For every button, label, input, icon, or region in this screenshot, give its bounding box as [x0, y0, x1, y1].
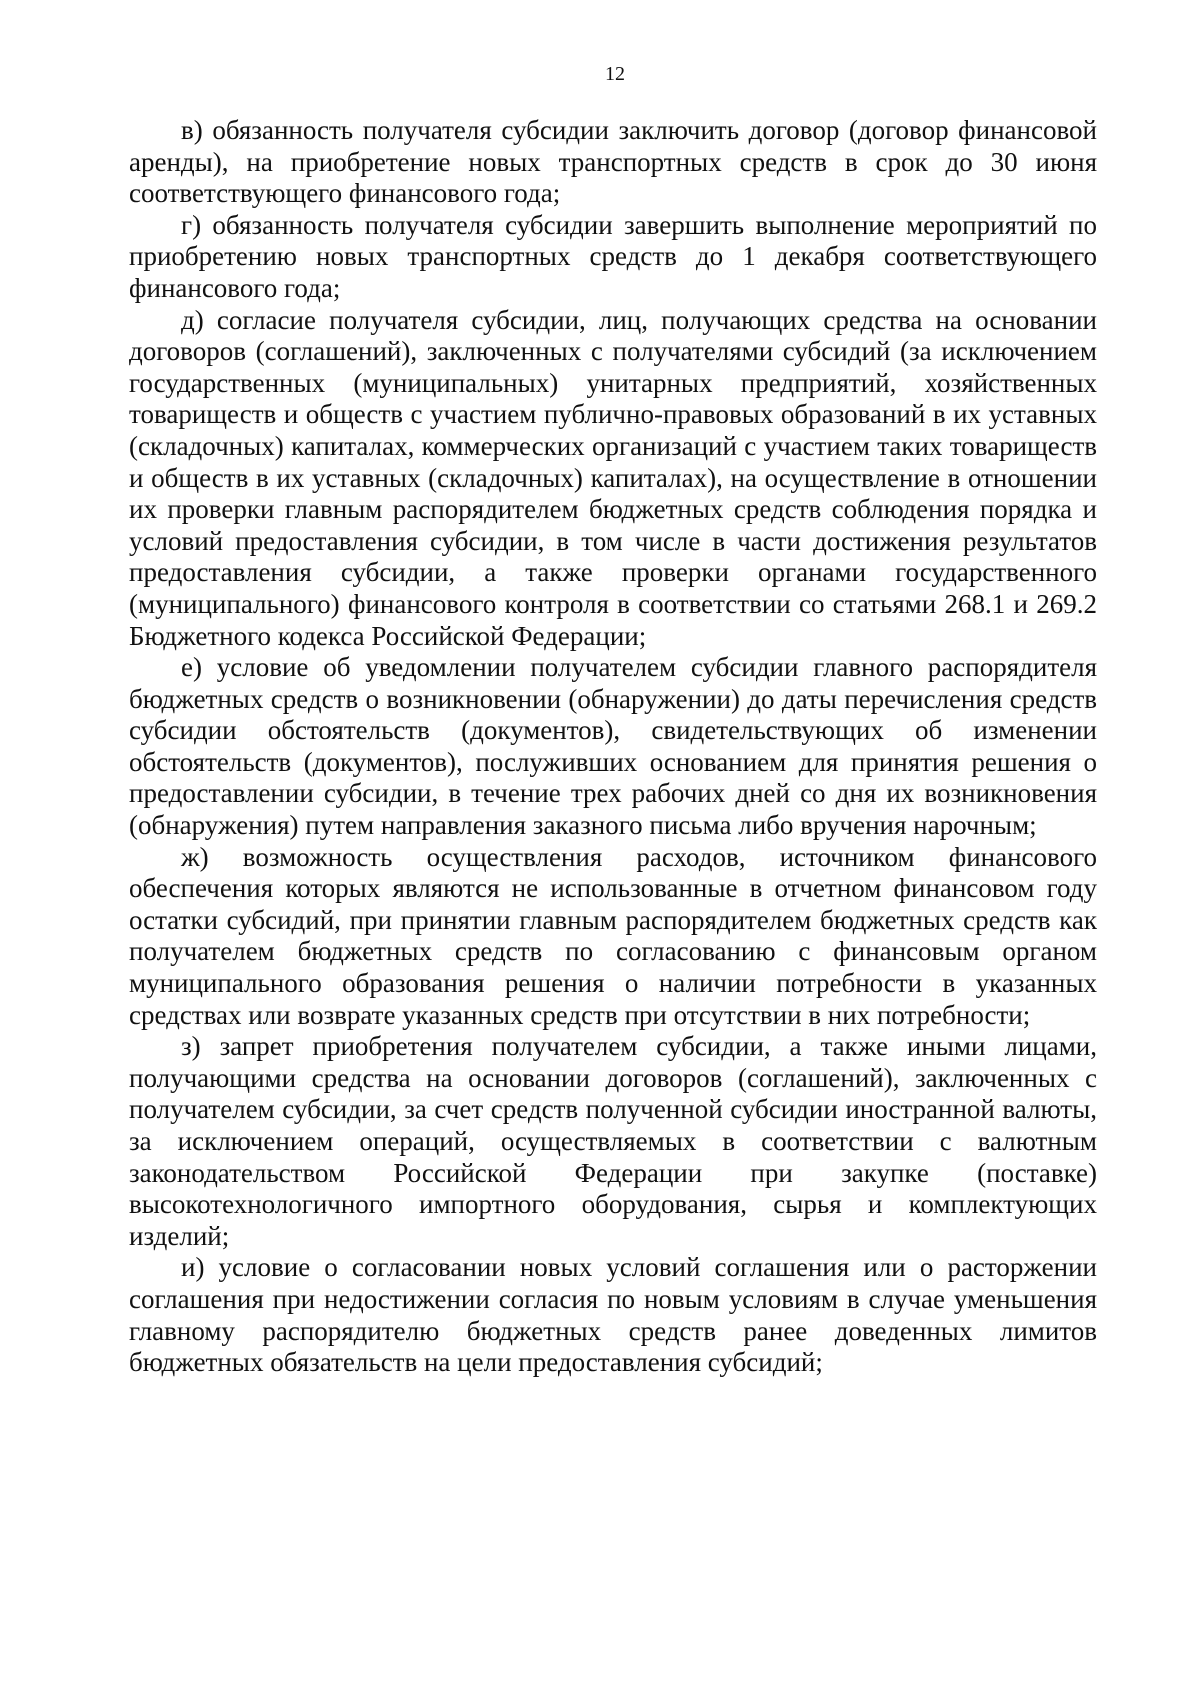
document-body: [129, 115, 1097, 1379]
paragraph-zh: ж) возможность осуществления расходов, источником финансового обеспечения которых являются не использованные в отчетном финансовом году остатки субсидий, при принятии главным распорядителем бюджетных средств как получателем бюджетных средств по согласованию с финансовым органом муниципального образования решения о наличии потребности в указанных средствах или возврате указанных средств при отсутствии в них потребности;: [129, 841, 1097, 1030]
paragraph-g: г) обязанность получателя субсидии завершить выполнение мероприятий по приобретению новых транспортных средств до 1 декабря соответствующего финансового года;: [129, 209, 1097, 303]
paragraph-e: е) условие об уведомлении получателем субсидии главного распорядителя бюджетных средств о возникновении (обнаружении) до даты перечисления средств субсидии обстоятельств (документов), свидетельствующих об изменении обстоятельств (документов), послуживших основанием для принятия решения о предоставлении субсидии, в течение трех рабочих дней со дня их возникновения (обнаружения) путем направления заказного письма либо вручения нарочным;: [129, 652, 1097, 841]
paragraph-z: з) запрет приобретения получателем субсидии, а также иными лицами, получающими средства на основании договоров (соглашений), заключенных с получателем субсидии, за счет средств полученной субсидии иностранной валюты, за исключением операций, осуществляемых в соответствии с валютным законодательством Российской Федерации при закупке (поставке) высокотехнологичного импортного оборудования, сырья и комплектующих изделий;: [129, 1031, 1097, 1251]
page-number: 12: [605, 63, 625, 85]
paragraph-v: в) обязанность получателя субсидии заключить договор (договор финансовой аренды), на приобретение новых транспортных средств в срок до 30 июня соответствующего финансового года;: [129, 115, 1097, 209]
paragraph-d: д) согласие получателя субсидии, лиц, получающих средства на основании договоров (соглашений), заключенных с получателями субсидий (за исключением государственных (муниципальных) унитарных предприятий, хозяйственных товариществ и обществ с участием публично-правовых образований в их уставных (складочных) капиталах, коммерческих организаций с участием таких товариществ и обществ в их уставных (складочных) капиталах), на осуществление в отношении их проверки главным распорядителем бюджетных средств соблюдения порядка и условий предоставления субсидии, в том числе в части достижения результатов предоставления субсидии, а также проверки органами государственного (муниципального) финансового контроля в соответствии со статьями 268.1 и 269.2 Бюджетного кодекса Российской Федерации;: [129, 304, 1097, 651]
paragraph-i: и) условие о согласовании новых условий соглашения или о расторжении соглашения при недостижении согласия по новым условиям в случае уменьшения главному распорядителю бюджетных средств ранее доведенных лимитов бюджетных обязательств на цели предоставления субсидий;: [129, 1252, 1097, 1378]
